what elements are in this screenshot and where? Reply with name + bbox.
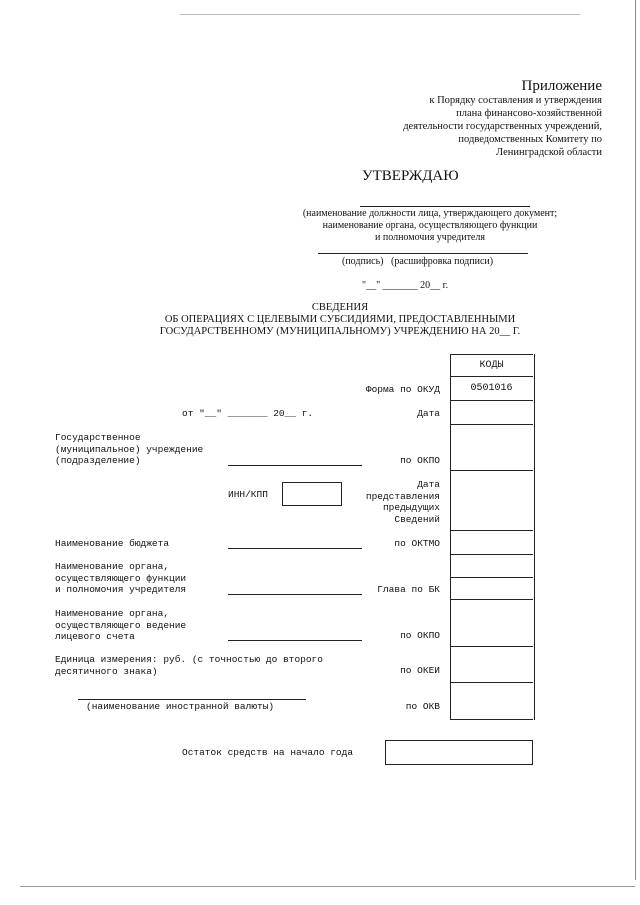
unit-label: Единица измерения: руб. (с точностью до второго десятичного знака) <box>55 654 323 677</box>
scan-edge-right <box>635 0 636 880</box>
signature-caption: (подпись) (расшифровка подписи) <box>342 256 494 267</box>
position-line <box>360 206 530 207</box>
oktmo-code-cell[interactable] <box>450 531 533 555</box>
account-label: Наименование органа, осуществляющего ведение лицевого счета <box>55 608 187 642</box>
appendix-line: плана финансово-хозяйственной <box>456 108 602 119</box>
scan-edge-top <box>180 14 580 15</box>
balance-box[interactable] <box>385 740 533 765</box>
appendix-line: деятельности государственных учреждений, <box>403 121 602 132</box>
okpo-label: по ОКПО <box>400 455 440 466</box>
founder-code-cell[interactable] <box>450 555 533 578</box>
appendix-line: подведомственных Комитету по <box>458 134 602 145</box>
okpo-code-cell[interactable] <box>450 425 533 471</box>
date-code-cell[interactable] <box>450 401 533 425</box>
budget-label: Наименование бюджета <box>55 538 170 549</box>
inn-label: ИНН/КПП <box>228 489 268 500</box>
okei-code-cell[interactable] <box>450 647 533 683</box>
approve-date: "__" _______ 20__ г. <box>362 280 449 291</box>
heading-line: ГОСУДАРСТВЕННОМУ (МУНИЦИПАЛЬНОМУ) УЧРЕЖДЕНИЮ НА 20__ Г. <box>159 326 521 337</box>
okei-label: по ОКЕИ <box>400 665 440 676</box>
okv-code-cell[interactable] <box>450 683 533 720</box>
glava-label: Глава по БК <box>377 584 440 595</box>
currency-line <box>78 699 306 700</box>
glava-code-cell[interactable] <box>450 578 533 600</box>
founder-label: Наименование органа, осуществляющего функции и полномочия учредителя <box>55 561 187 595</box>
okv-label: по ОКВ <box>405 701 440 712</box>
appendix-title: Приложение <box>521 78 602 94</box>
inn-kpp-box[interactable] <box>282 482 342 506</box>
position-caption <box>280 208 580 244</box>
currency-caption: (наименование иностранной валюты) <box>86 701 275 712</box>
signature-line <box>318 253 528 254</box>
codes-header: КОДЫ <box>450 354 533 377</box>
approve-title: УТВЕРЖДАЮ <box>362 168 459 184</box>
date-label: Дата <box>417 408 440 419</box>
oktmo-label: по ОКТМО <box>394 538 440 549</box>
from-date: от "__" _______ 20__ г. <box>182 408 314 419</box>
okud-label: Форма по ОКУД <box>365 384 440 395</box>
appendix-line: Ленинградской области <box>496 147 602 158</box>
okud-code-cell: 0501016 <box>450 377 533 401</box>
heading-line: ОБ ОПЕРАЦИЯХ С ЦЕЛЕВЫМИ СУБСИДИЯМИ, ПРЕДОСТАВЛЕННЫМИ <box>164 314 516 325</box>
document-heading <box>120 302 560 338</box>
position-caption-line: (наименование должности лица, утверждающего документ; <box>302 208 558 219</box>
appendix-line: к Порядку составления и утверждения <box>429 95 602 106</box>
scan-edge-bottom <box>20 886 635 887</box>
position-caption-line: наименование органа, осуществляющего функции <box>322 220 538 231</box>
prev-date-code-cell[interactable] <box>450 471 533 531</box>
okpo2-label: по ОКПО <box>400 630 440 641</box>
appendix-text <box>340 94 602 159</box>
institution-label: Государственное (муниципальное) учреждение (подразделение) <box>55 432 204 466</box>
prev-date-label: Дата представления предыдущих Сведений <box>365 479 440 525</box>
okpo2-code-cell[interactable] <box>450 600 533 647</box>
position-caption-line: и полномочия учредителя <box>375 232 485 243</box>
heading-line: СВЕДЕНИЯ <box>311 302 369 313</box>
balance-label: Остаток средств на начало года <box>182 747 354 758</box>
